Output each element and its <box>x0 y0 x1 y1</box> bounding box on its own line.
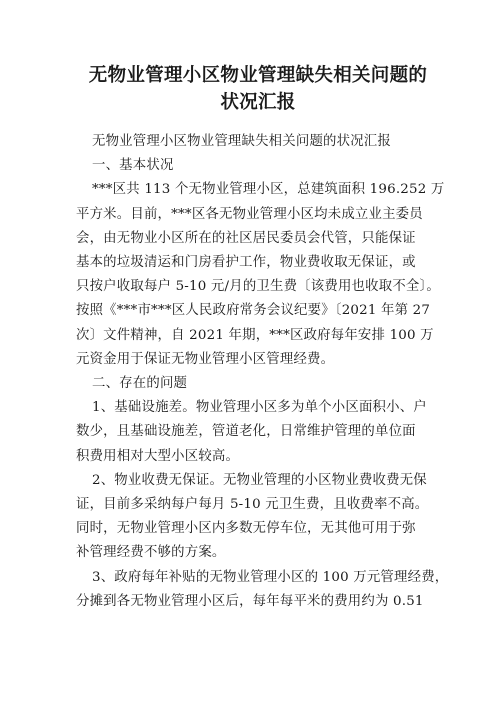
paragraph-line: 同时，无物业管理小区内多数无停车位，无其他可用于弥 <box>76 521 416 537</box>
section-heading-basic-status: 一、基本状况 <box>92 158 174 174</box>
paragraph-line: 证，目前多采纳每户每月 5-10 元卫生费，且收费率不高。 <box>76 497 429 513</box>
section-heading-problems: 二、存在的问题 <box>92 376 188 392</box>
paragraph-line: 元资金用于保证无物业管理小区管理经费。 <box>76 351 335 367</box>
paragraph-line: 只按户收取每户 5-10 元/月的卫生费〔该费用也收取不全〕。 <box>76 279 440 295</box>
paragraph-line: 分摊到各无物业管理小区后，每年每平米的费用约为 0.51 <box>76 593 424 609</box>
paragraph-line: 按照《***市***区人民政府常务会议纪要》〔2021 年第 27 <box>76 303 431 319</box>
paragraph-line: 积费用相对大型小区较高。 <box>76 448 240 464</box>
subtitle-line: 无物业管理小区物业管理缺失相关问题的状况汇报 <box>92 134 391 149</box>
paragraph-line: 平方米。目前，***区各无物业管理小区均未成立业主委员 <box>76 206 423 222</box>
paragraph-line: 次〕文件精神，自 2021 年期，***区政府每年安排 100 万 <box>76 327 434 343</box>
document-title <box>76 62 440 116</box>
paragraph-line: 基本的垃圾清运和门房看护工作，物业费收取无保证，或 <box>76 255 416 271</box>
paragraph-line: 1、基础设施差。物业管理小区多为单个小区面积小、户 <box>92 400 427 416</box>
document-title-line-2: 状况汇报 <box>220 92 296 113</box>
document-title-line-1: 无物业管理小区物业管理缺失相关问题的 <box>88 65 428 86</box>
paragraph-line: ***区共 113 个无物业管理小区，总建筑面积 196.252 万 <box>92 182 445 198</box>
paragraph-line: 3、政府每年补贴的无物业管理小区的 100 万元管理经费， <box>92 569 449 585</box>
paragraph-line: 会，由无物业小区所在的社区居民委员会代管，只能保证 <box>76 230 416 246</box>
paragraph-line: 2、物业收费无保证。无物业管理的小区物业费收费无保 <box>92 472 427 488</box>
paragraph-line: 数少，且基础设施差，管道老化，日常维护管理的单位面 <box>76 424 416 440</box>
paragraph-line: 补管理经费不够的方案。 <box>76 545 226 561</box>
document-body <box>76 130 449 614</box>
